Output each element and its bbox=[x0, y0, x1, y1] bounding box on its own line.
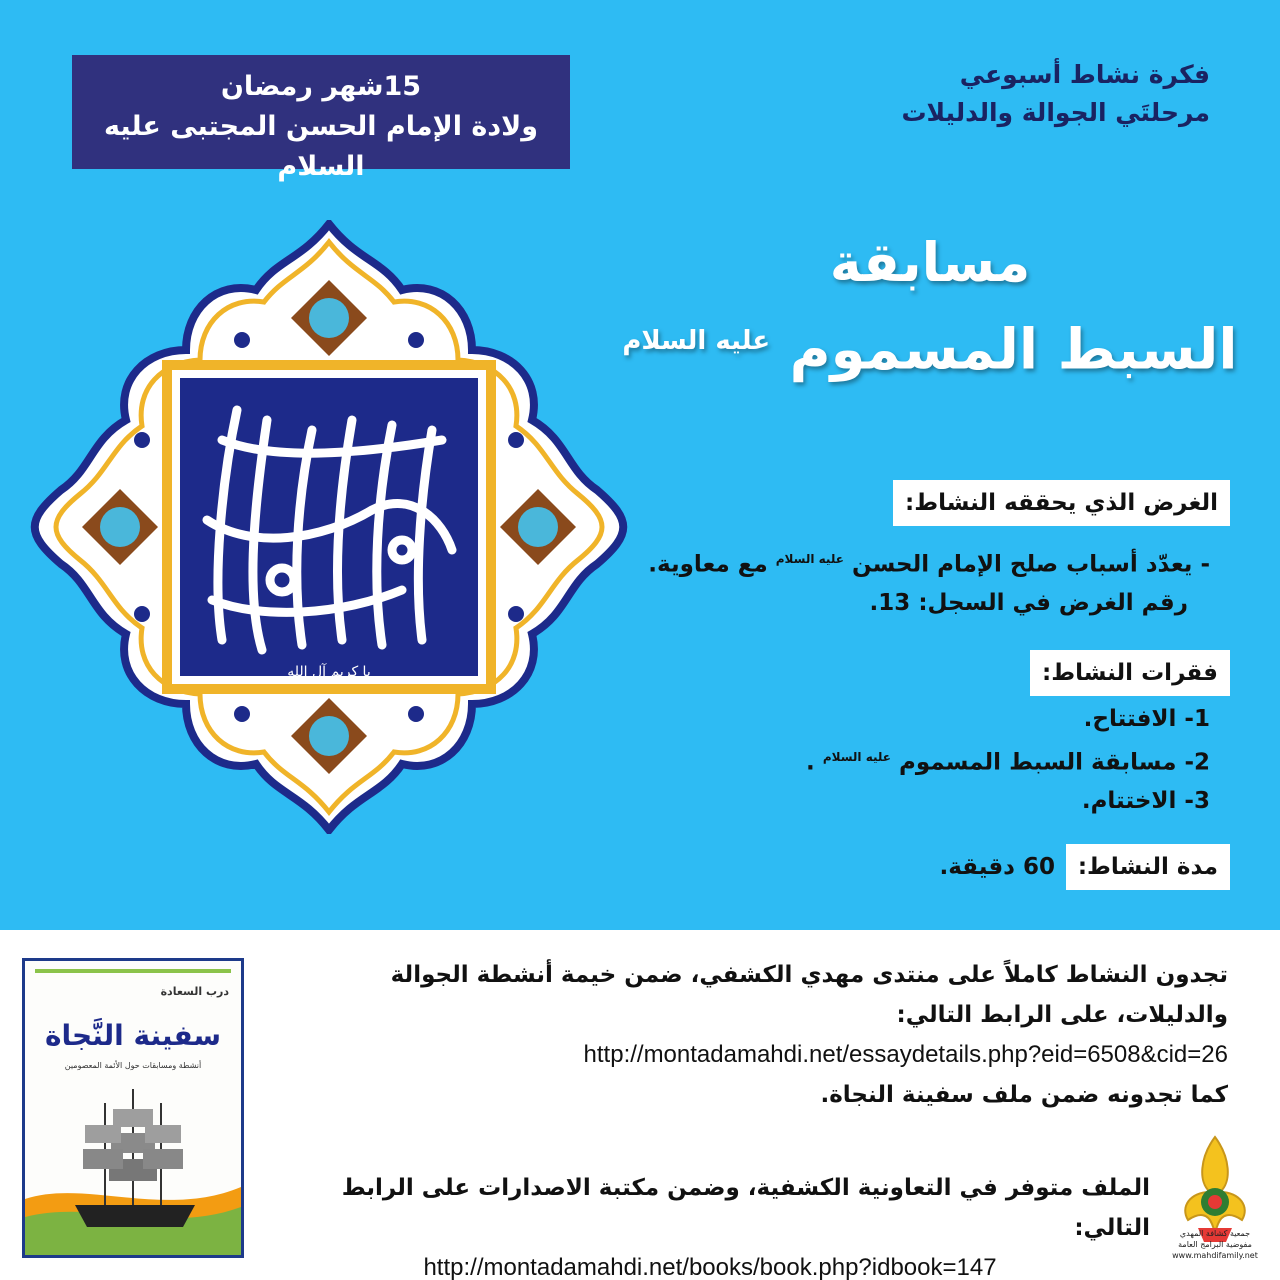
occasion-date: 15شهر رمضان bbox=[220, 71, 422, 102]
footer-line-3: كما تجدونه ضمن ملف سفينة النجاة. bbox=[820, 1082, 1228, 1108]
book-cover bbox=[22, 958, 244, 1258]
sections-list bbox=[710, 700, 1210, 820]
section-item-3: 3- الاختتام. bbox=[1081, 787, 1210, 814]
header-line-2: مرحلتَي الجوالة والدليلات bbox=[901, 98, 1210, 127]
duration-label: مدة النشاط: bbox=[1066, 844, 1230, 890]
occasion-title: ولادة الإمام الحسن المجتبى عليه السلام bbox=[103, 111, 539, 182]
cover-stripe bbox=[35, 969, 231, 973]
calligraphy-ornament bbox=[22, 220, 636, 834]
section-item-2 bbox=[710, 738, 1210, 782]
purpose-honorific: عليه السلام bbox=[775, 552, 844, 566]
footer-paragraph-1 bbox=[298, 955, 1228, 1115]
cover-series: درب السعادة bbox=[160, 985, 229, 998]
purpose-register: رقم الغرض في السجل: 13. bbox=[869, 589, 1188, 616]
cover-subtitle: أنشطة ومسابقات حول الأئمة المعصومين bbox=[64, 1061, 202, 1070]
occasion-banner bbox=[72, 55, 570, 182]
calligraphy-text: يا كريم آل الله bbox=[287, 664, 371, 680]
purpose-text-a: - يعدّد أسباب صلح الإمام الحسن bbox=[851, 551, 1210, 578]
logo-org: جمعية كشافة المهدي bbox=[1179, 1229, 1251, 1238]
footer-line-4: الملف متوفر في التعاونية الكشفية، وضمن مكتبة الاصدارات على الرابط التالي: bbox=[341, 1175, 1150, 1241]
forum-link[interactable]: http://montadamahdi.net/essaydetails.php?eid=6508&cid=26 bbox=[583, 1041, 1228, 1068]
purpose-text bbox=[610, 540, 1210, 622]
title-line-2 bbox=[620, 298, 1240, 394]
sections-heading: فقرات النشاط: bbox=[1030, 650, 1230, 696]
activity-header bbox=[710, 56, 1210, 132]
logo-site: www.mahdifamily.net bbox=[1172, 1251, 1258, 1260]
duration-value: 60 دقيقة. bbox=[939, 854, 1055, 880]
section-item-1: 1- الافتتاح. bbox=[1083, 706, 1210, 732]
logo-caption bbox=[1160, 1228, 1270, 1261]
header-line-1: فكرة نشاط أسبوعي bbox=[959, 60, 1210, 89]
cover-title: سفينة النَّجاة bbox=[44, 1019, 222, 1052]
footer-line-2: والدليلات، على الرابط التالي: bbox=[896, 1002, 1228, 1028]
honorific-mark: عليه السلام bbox=[622, 326, 771, 356]
footer-line-1: تجدون النشاط كاملاً على منتدى مهدي الكشفي، ضمن خيمة أنشطة الجوالة bbox=[390, 962, 1228, 988]
footer-paragraph-2 bbox=[270, 1168, 1150, 1280]
section-item-2-honorific: عليه السلام bbox=[822, 750, 891, 764]
purpose-line bbox=[610, 540, 1210, 584]
title-name: السبط المسموم bbox=[789, 317, 1238, 383]
section-item-2-text: 2- مسابقة السبط المسموم bbox=[899, 749, 1210, 776]
library-link[interactable]: http://montadamahdi.net/books/book.php?idbook=147 bbox=[423, 1254, 997, 1280]
section-item-2-end: . bbox=[806, 749, 815, 776]
title-line-1: مسابقة bbox=[829, 231, 1031, 294]
ship-illustration bbox=[25, 1079, 241, 1255]
logo-dept: مفوضية البرامج العامة bbox=[1178, 1240, 1252, 1249]
main-title bbox=[620, 228, 1240, 394]
purpose-text-b: مع معاوية. bbox=[648, 551, 768, 578]
purpose-heading: الغرض الذي يحققه النشاط: bbox=[893, 480, 1230, 526]
